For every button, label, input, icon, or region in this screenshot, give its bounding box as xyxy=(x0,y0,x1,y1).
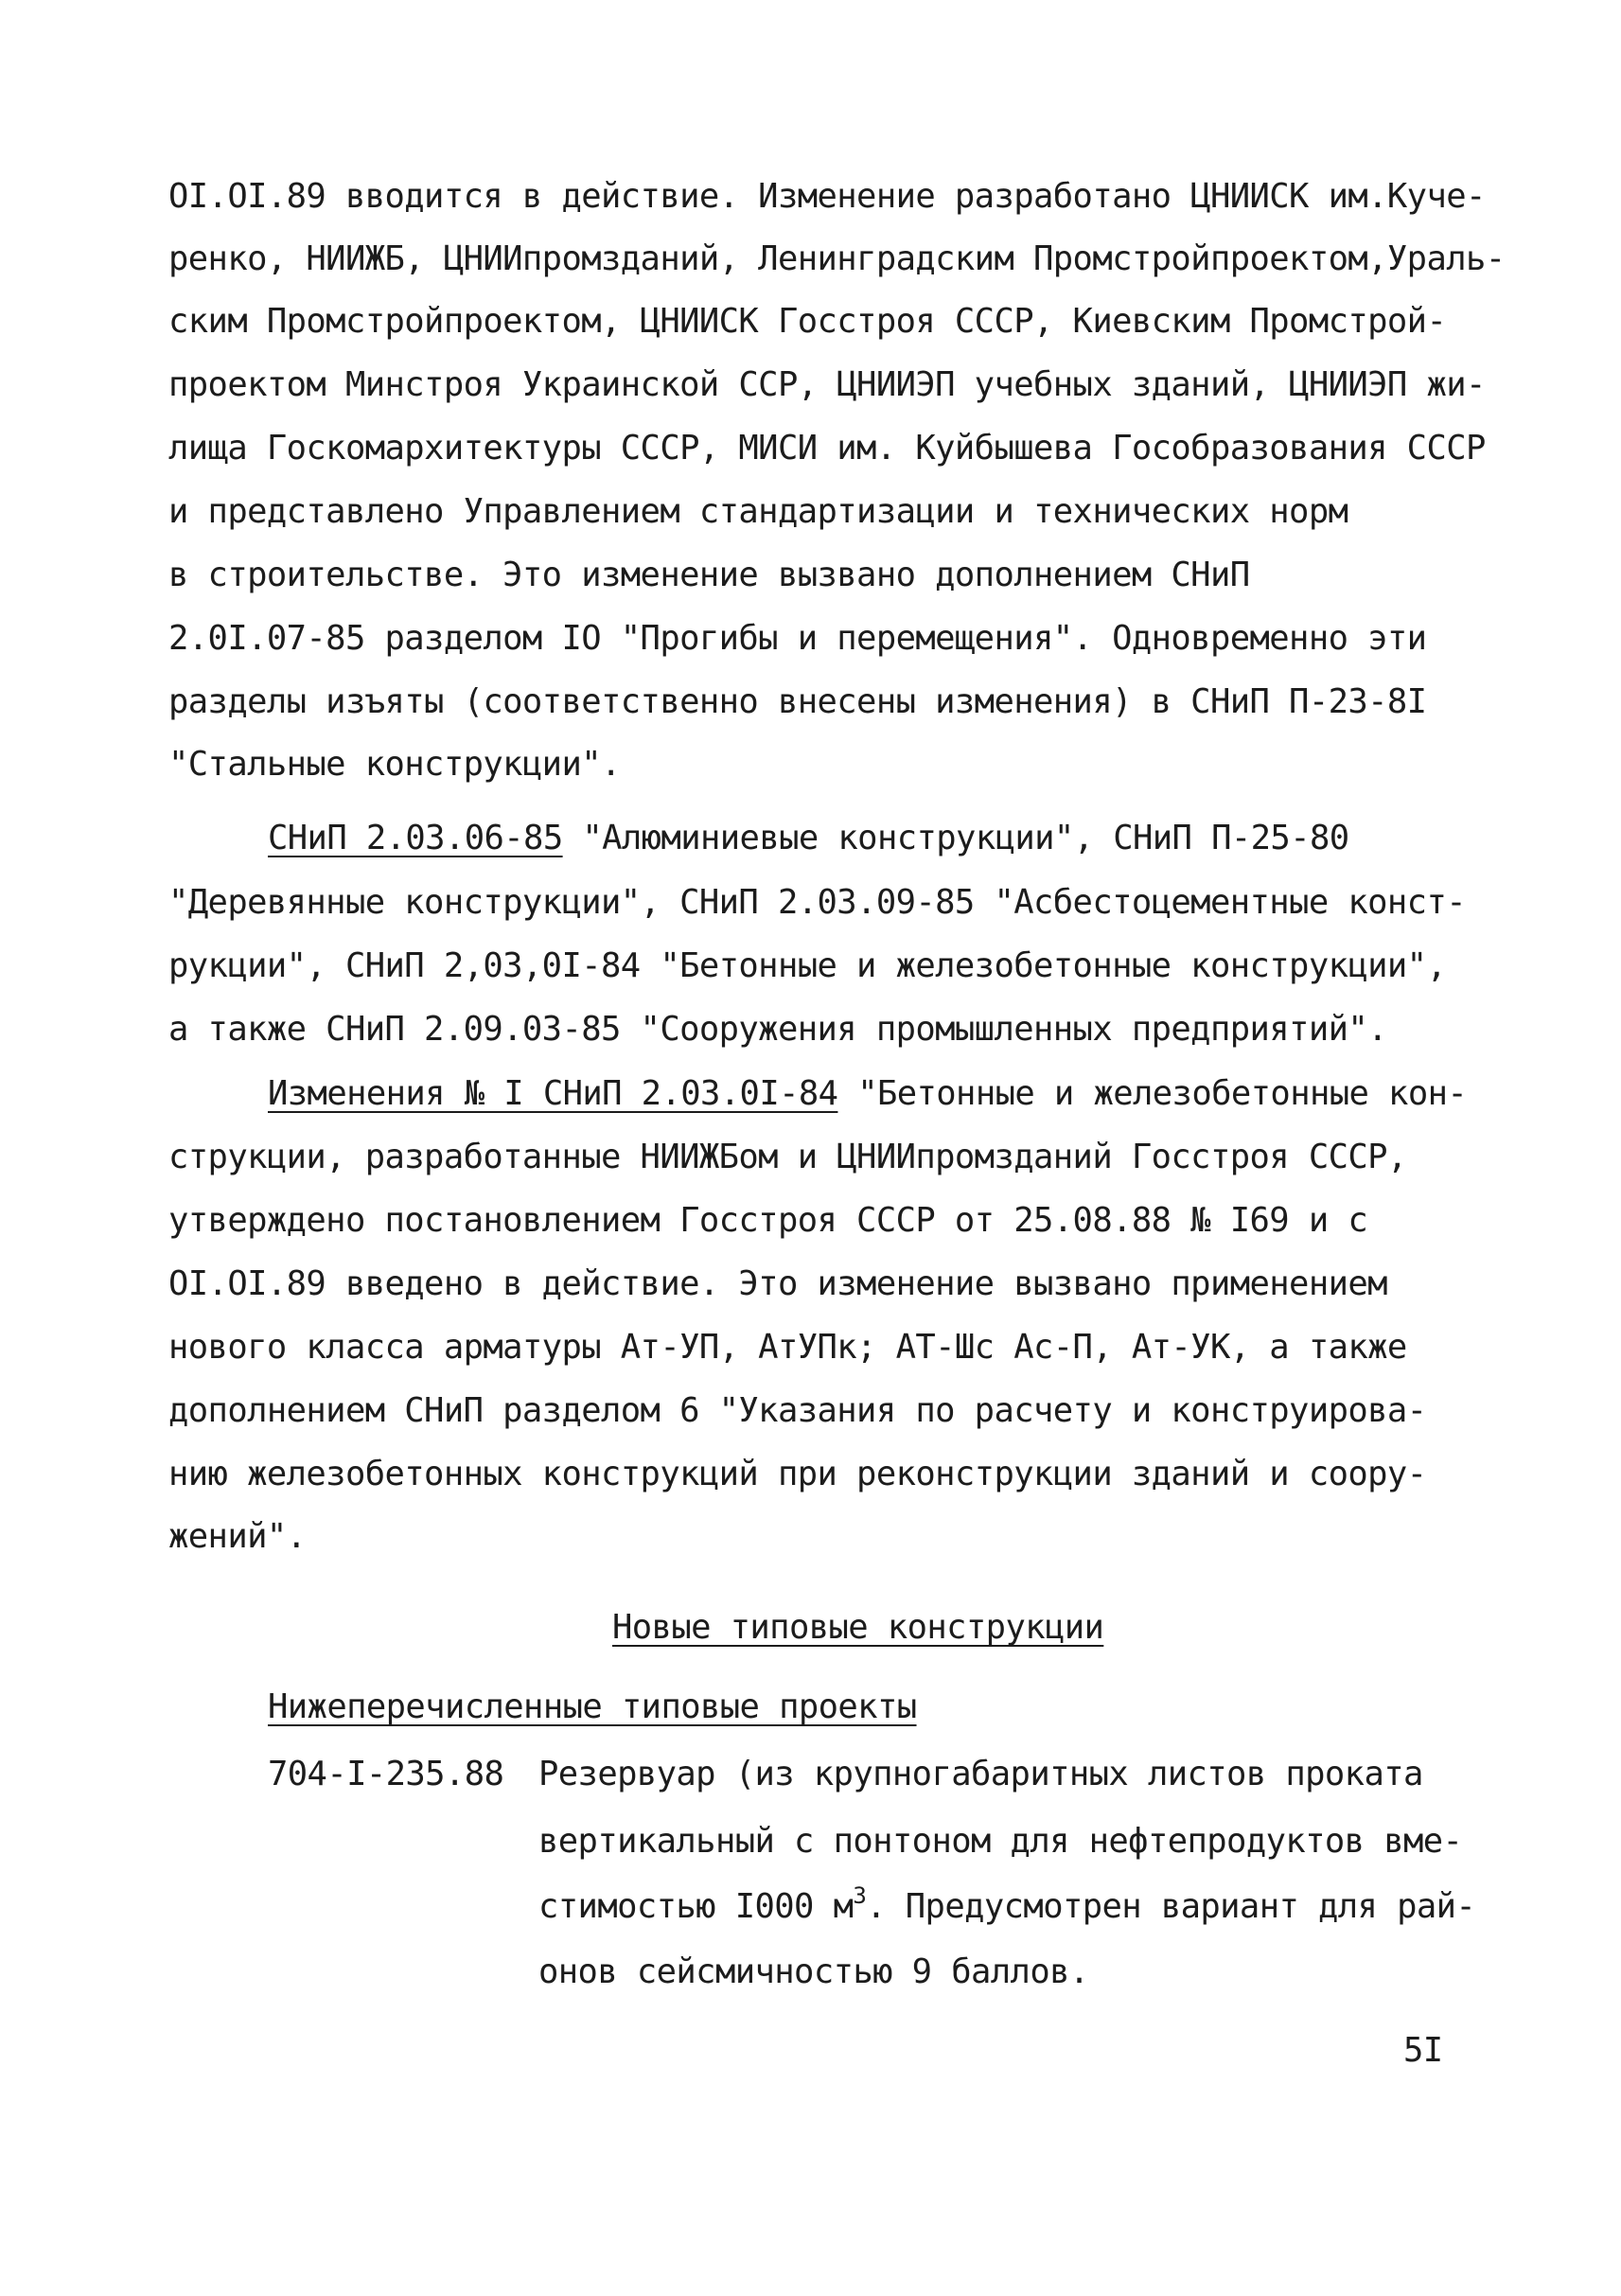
project-description-line: Резервуар (из крупногабаритных листов проката xyxy=(538,1755,1423,1793)
text-line: в строительстве. Это изменение вызвано дополнением СНиП xyxy=(168,556,1250,594)
project-description-line xyxy=(538,1882,1476,1928)
text-span: "Алюминиевые конструкции", СНиП П-25-80 xyxy=(562,819,1349,857)
text-line xyxy=(268,818,1349,859)
text-line: а также СНиП 2.09.03-85 "Сооружения промышленных предприятий". xyxy=(168,1010,1387,1049)
text-line: ренко, НИИЖБ, ЦНИИпромзданий, Ленинградским Промстройпроектом,Ураль- xyxy=(168,239,1506,278)
text-line: нового класса арматуры Ат-УП, АтУПк; АТ-Шс Ас-П, Ат-УК, а также xyxy=(168,1328,1407,1367)
text-span: стимостью I000 м xyxy=(538,1887,854,1926)
text-span: . Предусмотрен вариант для рай- xyxy=(866,1887,1476,1926)
section-heading: Новые типовые конструкции xyxy=(612,1608,1104,1647)
text-line: OI.OI.89 вводится в действие. Изменение разработано ЦНИИСК им.Куче- xyxy=(168,177,1486,216)
text-line xyxy=(268,1073,1467,1115)
text-span: "Бетонные и железобетонные кон- xyxy=(837,1074,1468,1113)
text-line: лища Госкомархитектуры СССР, МИСИ им. Куйбышева Гособразования СССР xyxy=(168,429,1486,468)
text-line: "Деревянные конструкции", СНиП 2.03.09-85 "Асбестоцементные конст- xyxy=(168,883,1467,922)
project-description-line: онов сейсмичностью 9 баллов. xyxy=(538,1952,1089,1991)
text-line: жений". xyxy=(168,1517,307,1556)
project-code: 704-I-235.88 xyxy=(268,1755,504,1793)
text-line: OI.OI.89 введено в действие. Это изменение вызвано применением xyxy=(168,1264,1387,1303)
document-reference-underlined: СНиП 2.03.06-85 xyxy=(268,819,563,857)
text-line: нию железобетонных конструкций при реконструкции зданий и соору- xyxy=(168,1455,1427,1493)
text-line: струкции, разработанные НИИЖБом и ЦНИИпромзданий Госстроя СССР, xyxy=(168,1138,1407,1176)
subheading: Нижеперечисленные типовые проекты xyxy=(268,1687,917,1726)
project-description-line: вертикальный с понтоном для нефтепродуктов вме- xyxy=(538,1822,1463,1861)
text-line: проектом Минстроя Украинской ССР, ЦНИИЭП учебных зданий, ЦНИИЭП жи- xyxy=(168,365,1486,404)
text-line: дополнением СНиП разделом 6 "Указания по расчету и конструирова- xyxy=(168,1391,1427,1430)
text-line: 2.0I.07-85 разделом IO "Прогибы и перемещения". Одновременно эти xyxy=(168,619,1427,658)
superscript-exponent: 3 xyxy=(853,1882,867,1909)
text-line: рукции", СНиП 2,03,0I-84 "Бетонные и железобетонные конструкции", xyxy=(168,946,1447,985)
amendment-reference-underlined: Изменения № I СНиП 2.03.0I-84 xyxy=(268,1074,838,1113)
page-number: 5I xyxy=(1403,2031,1443,2070)
text-line: "Стальные конструкции". xyxy=(168,745,621,784)
text-line: и представлено Управлением стандартизации и технических норм xyxy=(168,492,1348,531)
text-line: ским Промстройпроектом, ЦНИИСК Госстроя СССР, Киевским Промстрой- xyxy=(168,302,1447,341)
text-line: разделы изъяты (соответственно внесены изменения) в СНиП П-23-8I xyxy=(168,682,1427,721)
text-line: утверждено постановлением Госстроя СССР от 25.08.88 № I69 и с xyxy=(168,1201,1368,1240)
